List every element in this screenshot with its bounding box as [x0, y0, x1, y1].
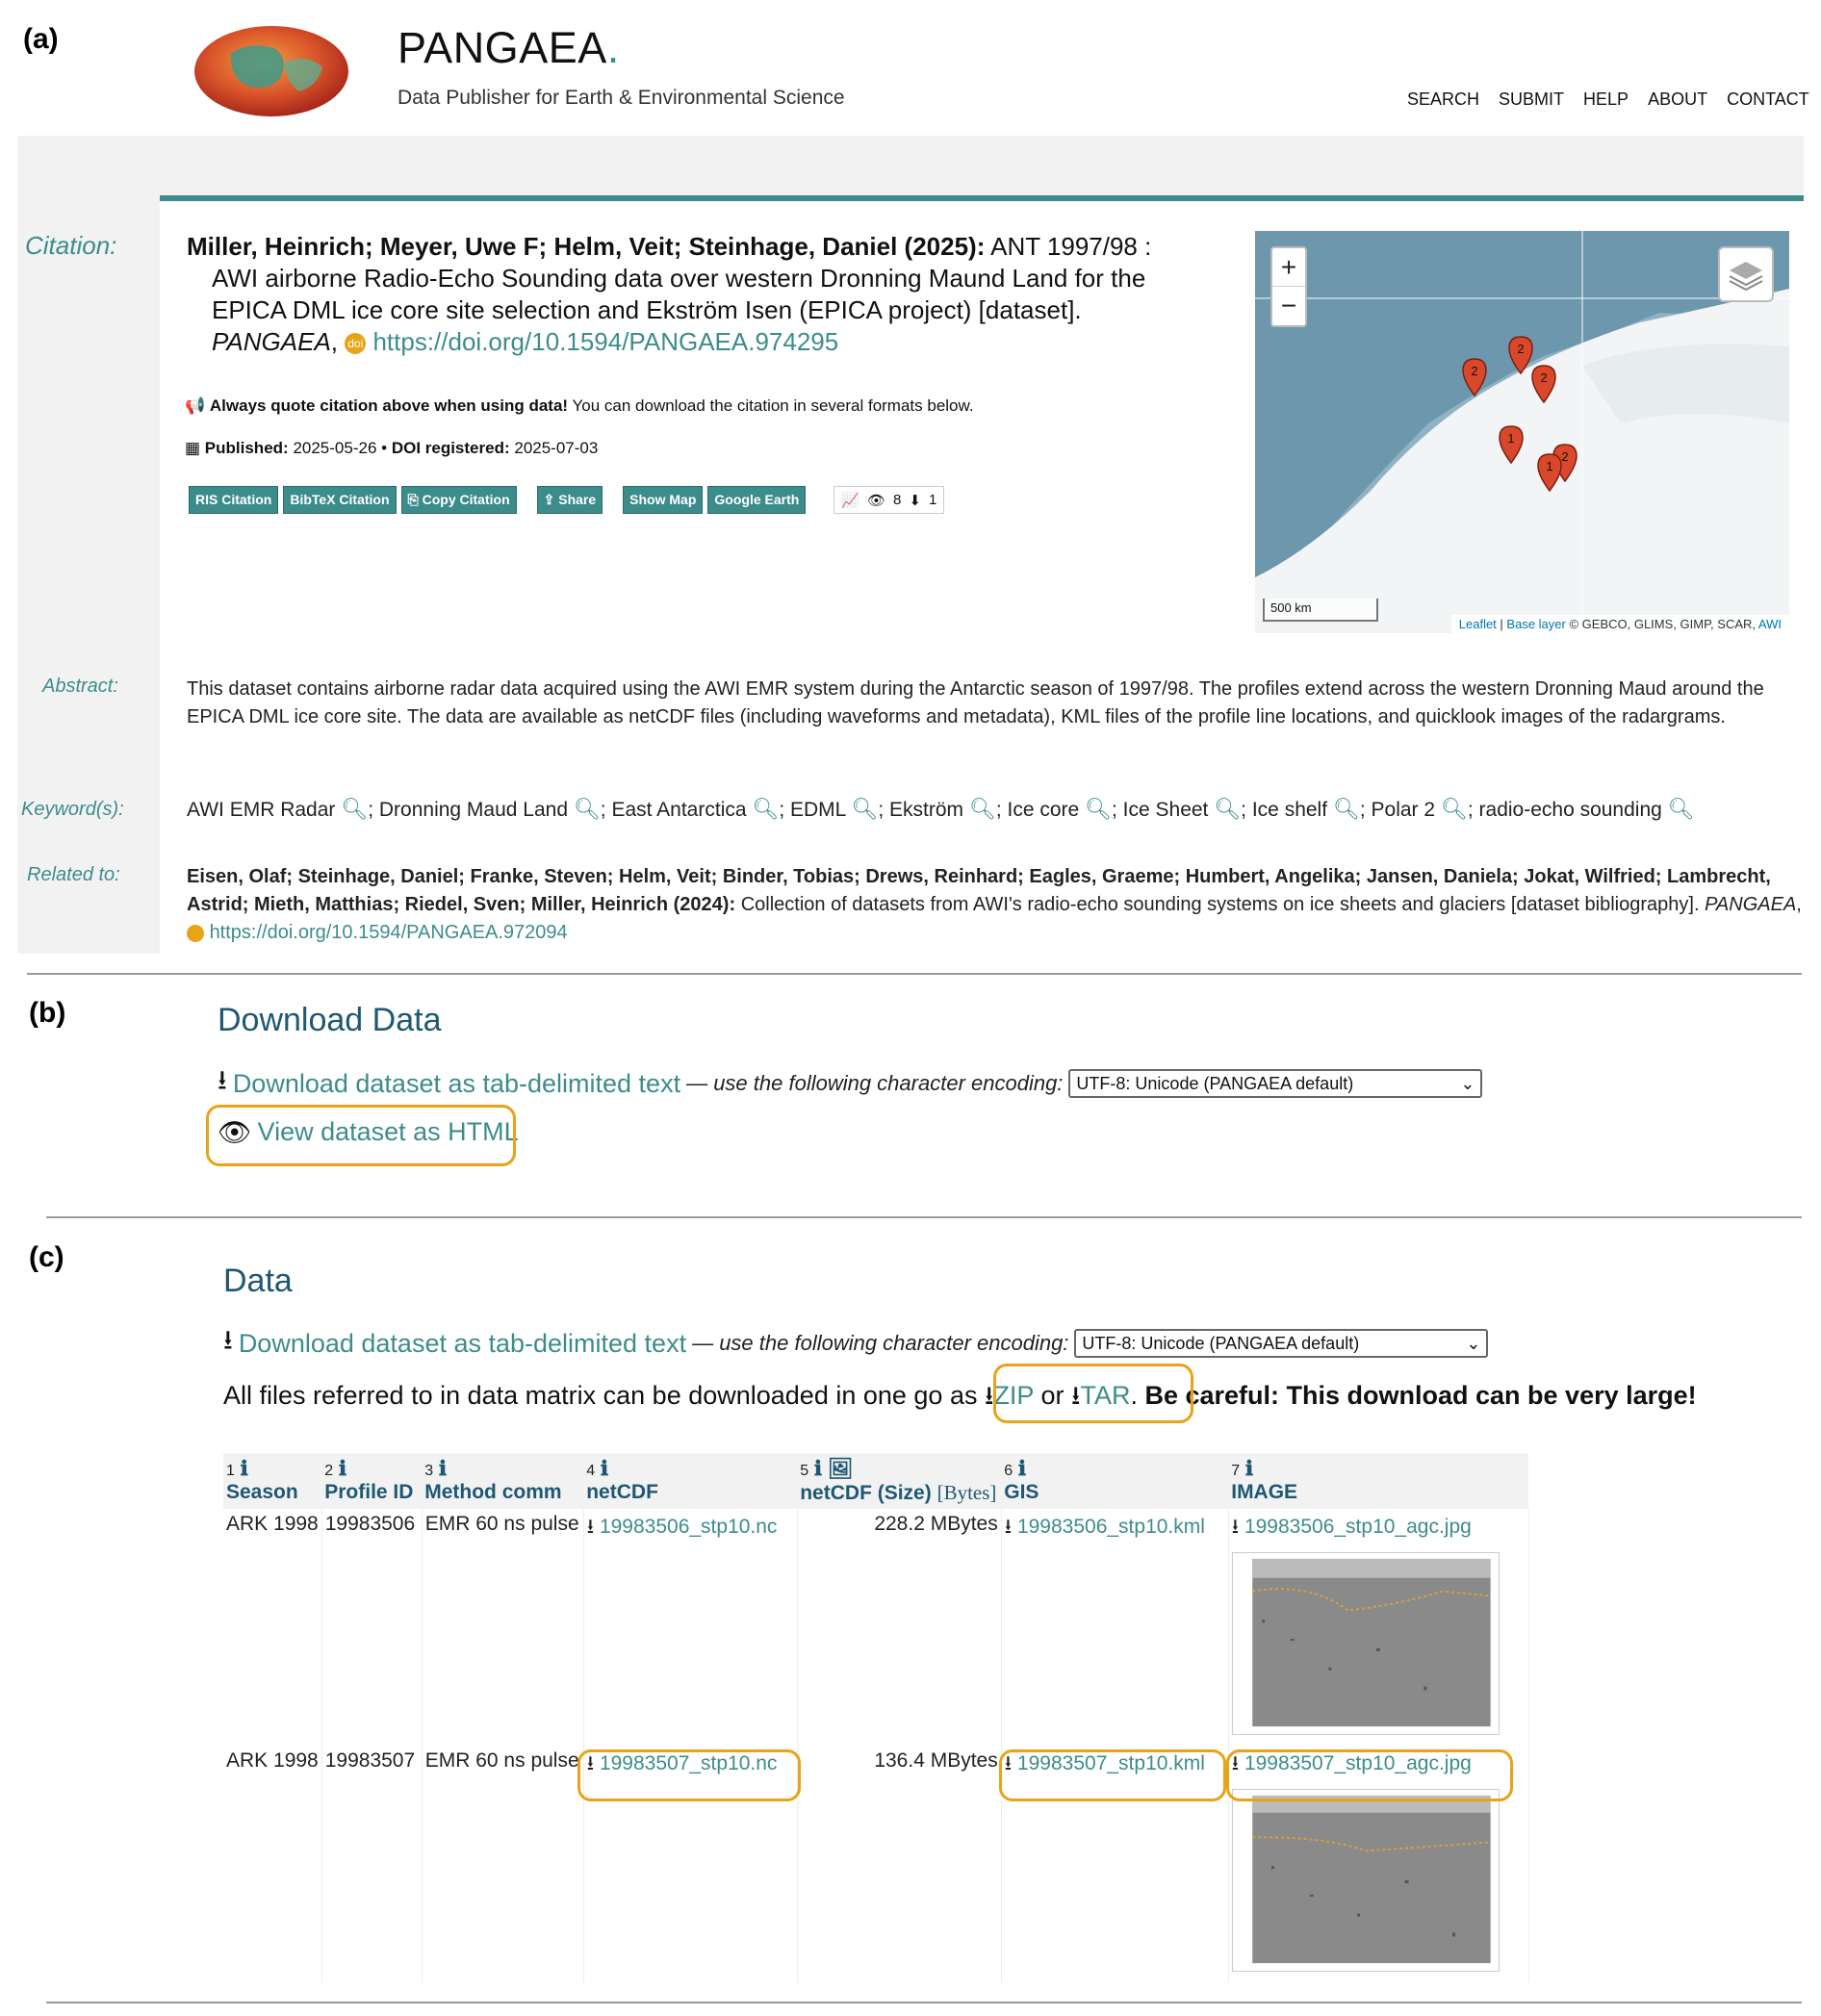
chevron-down-icon: ⌄ — [1460, 1073, 1475, 1093]
info-icon[interactable]: ℹ — [813, 1458, 822, 1480]
radargram-thumbnail[interactable] — [1232, 1546, 1526, 1741]
zip-link[interactable]: ZIP — [993, 1381, 1034, 1410]
download-tab-link[interactable]: Download dataset as tab-delimited text — [232, 1068, 681, 1098]
panel-label-c: (c) — [29, 1241, 64, 1273]
keyword: AWI EMR Radar — [187, 799, 336, 821]
stats-box[interactable] — [834, 486, 944, 514]
copy-citation-button[interactable]: ⎘ Copy Citation — [401, 486, 517, 514]
map-attribution: Leaflet | Base layer © GEBCO, GLIMS, GIMP, SCAR, AWI — [1451, 615, 1789, 633]
search-icon[interactable]: 🔍︎ — [1332, 797, 1360, 821]
zoom-in-button[interactable]: + — [1272, 248, 1305, 287]
svg-text:1: 1 — [1507, 431, 1515, 446]
map-marker[interactable] — [1538, 454, 1561, 491]
encoding-select[interactable]: UTF-8: Unicode (PANGAEA default) ⌄ — [1068, 1069, 1482, 1098]
column-header[interactable]: 7 ℹ IMAGE — [1228, 1453, 1528, 1509]
tar-link[interactable]: TAR — [1080, 1381, 1131, 1410]
megaphone-icon: 📢 — [185, 396, 206, 415]
kml-link[interactable]: 19983507_stp10.kml — [1016, 1752, 1205, 1774]
eye-icon: 👁 — [218, 1117, 252, 1147]
teal-divider — [160, 195, 1804, 201]
highlight-box — [993, 1364, 1193, 1423]
netcdf-link[interactable]: 19983506_stp10.nc — [599, 1516, 778, 1538]
map-scale: 500 km — [1263, 599, 1378, 622]
map-markers — [1255, 231, 1789, 633]
calendar-icon: ▦ — [185, 439, 201, 457]
bibtex-citation-button[interactable]: BibTeX Citation — [283, 486, 396, 514]
zoom-out-button[interactable]: − — [1280, 291, 1297, 320]
chevron-down-icon: ⌄ — [1466, 1333, 1481, 1353]
info-icon[interactable]: ℹ — [240, 1458, 248, 1480]
panel-label-a: (a) — [23, 23, 59, 55]
column-header[interactable]: 5 ℹ 🖼 netCDF (Size) [Bytes] — [797, 1453, 1001, 1509]
layers-icon[interactable] — [1718, 246, 1774, 302]
download-count-icon: ⬇ — [909, 492, 921, 509]
related-text: Eisen, Olaf; Steinhage, Daniel; Franke, Steven; Helm, Veit; Binder, Tobias; Drews, Reinhard; Eagles, Graeme; Humbert, Angelika; Jansen, Daniela; Jokat, Wilfried; Lambrecht, Astrid; Mieth, Matthias; Riedel, Sven; Miller, Heinrich (2024): Collection of datasets from AWI's radio-echo sounding systems on ice sheets and glaciers [dataset bibliography]. PANGAEA, https://doi.org/10.1594/PANGAEA.972094 — [187, 866, 1802, 943]
keyword: Ekström — [889, 799, 964, 821]
highlight-box — [1226, 1749, 1513, 1801]
download-icon: ⭳ — [218, 1065, 227, 1095]
pangaea-logo[interactable] — [192, 24, 351, 118]
keywords-list: AWI EMR Radar 🔍︎; Dronning Maud Land 🔍︎; East Antarctica 🔍︎; EDML 🔍︎; Ekström 🔍︎; Ice core 🔍︎; Ice Sheet 🔍︎; Ice shelf 🔍︎; Polar 2 🔍︎; radio-echo sounding 🔍︎ — [187, 797, 1695, 821]
table-row: ARK 1998 19983506 EMR 60 ns pulse ⭳ 19983506_stp10.nc 228.2 MBytes ⭳ 19983506_stp10.kml ⭳ 19983506_stp10_agc.jpg — [223, 1509, 1528, 1746]
column-header[interactable]: 2 ℹ Profile ID — [321, 1453, 422, 1509]
highlight-box — [206, 1105, 516, 1166]
download-icon: ⭳ — [1231, 1516, 1240, 1538]
info-icon[interactable]: ℹ — [438, 1458, 447, 1480]
abstract-text: This dataset contains airborne radar data acquired using the AWI EMR system during the Antarctic season of 1997/98. The profiles extend across the western Dronning Maud around the EPICA DML ice core site. The data are available as netCDF files (including waveforms and metadata), KML files of the profile line locations, and quicklook images of the radargrams. — [187, 678, 1764, 727]
keywords-label: Keyword(s): — [21, 799, 124, 820]
view-html-link[interactable]: View dataset as HTML — [257, 1117, 519, 1146]
views-count: 8 — [893, 492, 902, 508]
info-icon[interactable]: ℹ — [1244, 1458, 1253, 1480]
search-icon[interactable]: 🔍︎ — [1214, 797, 1242, 821]
image-icon[interactable]: 🖼 — [827, 1458, 854, 1480]
data-encoding-select[interactable]: UTF-8: Unicode (PANGAEA default) ⌄ — [1074, 1329, 1488, 1358]
citation-text: Miller, Heinrich; Meyer, Uwe F; Helm, Veit; Steinhage, Daniel (2025): ANT 1997/98 : AWI airborne Radio-Echo Sounding data over western Dronning Maund Land for the EPICA DML ice core site selection and Ekström Isen (EPICA project) [dataset]. PANGAEA, doi https://doi.org/10.1594/PANGAEA.974295 — [187, 232, 1152, 356]
image-link[interactable]: 19983506_stp10_agc.jpg — [1244, 1516, 1472, 1538]
search-icon[interactable]: 🔍︎ — [851, 797, 879, 821]
search-icon[interactable]: 🔍︎ — [1667, 797, 1695, 821]
citation-label: Citation: — [25, 231, 117, 260]
keyword: Dronning Maud Land — [378, 799, 569, 821]
radargram-thumbnail[interactable] — [1232, 1783, 1526, 1978]
svg-text:2: 2 — [1517, 342, 1525, 356]
awi-link[interactable]: AWI — [1757, 617, 1782, 631]
svg-text:2: 2 — [1561, 449, 1569, 464]
published-info: ▦ Published: 2025-05-26 • DOI registered: 2025-07-03 — [185, 439, 599, 457]
image-link[interactable]: 19983507_stp10_agc.jpg — [1244, 1752, 1472, 1774]
info-icon[interactable]: ℹ — [338, 1458, 346, 1480]
data-table — [223, 1453, 1529, 1982]
nav-help[interactable]: HELP — [1583, 89, 1629, 109]
download-icon: ⭳ — [1004, 1516, 1013, 1538]
divider — [46, 2002, 1802, 2003]
doi-icon — [187, 925, 204, 942]
svg-text:1: 1 — [1546, 459, 1553, 473]
map-marker[interactable] — [1500, 426, 1523, 463]
abstract-label: Abstract: — [42, 676, 118, 697]
column-header[interactable]: 1 ℹ Season — [223, 1453, 321, 1509]
show-map-button[interactable]: Show Map — [623, 486, 703, 514]
download-icon: ⭳ — [586, 1752, 595, 1774]
search-icon[interactable]: 🔍︎ — [1440, 797, 1468, 821]
nav-contact[interactable]: CONTACT — [1727, 89, 1809, 109]
keyword: radio-echo sounding — [1478, 799, 1662, 821]
keyword: Ice core — [1007, 799, 1080, 821]
brand-tagline: Data Publisher for Earth & Environmental Science — [398, 87, 845, 109]
nav-search[interactable]: SEARCH — [1407, 89, 1480, 109]
highlight-box — [999, 1749, 1226, 1801]
table-row: ARK 1998 19983507 EMR 60 ns pulse ⭳ 19983507_stp10.nc 136.4 MBytes ⭳ 19983507_stp10.kml ⭳ 19983507_stp10_agc.jpg — [223, 1746, 1528, 1982]
highlight-box — [577, 1749, 801, 1801]
search-icon[interactable]: 🔍︎ — [341, 797, 369, 821]
svg-text:2: 2 — [1540, 370, 1548, 385]
nav-submit[interactable]: SUBMIT — [1499, 89, 1565, 109]
download-icon: ⭳ — [223, 1325, 233, 1355]
base-layer-link[interactable]: Base layer — [1506, 617, 1566, 631]
data-title: Data — [223, 1263, 293, 1299]
location-map[interactable] — [1255, 231, 1789, 633]
download-data-title: Download Data — [218, 1002, 442, 1038]
info-icon[interactable]: ℹ — [1017, 1458, 1026, 1480]
map-marker[interactable] — [1509, 337, 1532, 373]
share-button[interactable]: ⇪ Share — [537, 486, 603, 514]
netcdf-link[interactable]: 19983507_stp10.nc — [599, 1752, 778, 1774]
download-warning: Be careful: This download can be very large! — [1144, 1381, 1697, 1410]
search-icon[interactable]: 🔍︎ — [573, 797, 601, 821]
column-header[interactable]: 6 ℹ GIS — [1001, 1453, 1228, 1509]
kml-link[interactable]: 19983506_stp10.kml — [1016, 1516, 1205, 1538]
keyword: Polar 2 — [1371, 799, 1436, 821]
column-header[interactable]: 3 ℹ Method comm — [422, 1453, 583, 1509]
nav-about[interactable]: ABOUT — [1648, 89, 1708, 109]
search-icon[interactable]: 🔍︎ — [1085, 797, 1112, 821]
google-earth-button[interactable]: Google Earth — [707, 486, 806, 514]
related-doi-link[interactable]: https://doi.org/10.1594/PANGAEA.972094 — [209, 922, 568, 943]
related-label: Related to: — [27, 864, 120, 885]
citation-note: 📢 Always quote citation above when using data! You can download the citation in several formats below. — [185, 396, 974, 415]
doi-icon: doi — [345, 333, 366, 354]
map-marker[interactable] — [1463, 359, 1486, 396]
download-icon: ⭳ — [1004, 1752, 1013, 1774]
search-icon[interactable]: 🔍︎ — [752, 797, 780, 821]
keyword: Ice Sheet — [1122, 799, 1209, 821]
views-icon: 👁 — [867, 492, 886, 509]
keyword: East Antarctica — [611, 799, 747, 821]
download-icon: ⭳ — [984, 1381, 994, 1410]
download-icon: ⭳ — [1231, 1752, 1240, 1774]
info-icon[interactable]: ℹ — [600, 1458, 608, 1480]
download-row: ⭳ Download dataset as tab-delimited text — use the following character encoding: UTF-8: Unicode (PANGAEA default) ⌄ — [218, 1060, 1482, 1107]
data-download-tab-link[interactable]: Download dataset as tab-delimited text — [238, 1328, 687, 1358]
brand-name[interactable]: PANGAEA. — [398, 23, 620, 72]
map-zoom-controls — [1270, 246, 1307, 327]
keyword: EDML — [790, 799, 846, 821]
ris-citation-button[interactable]: RIS Citation — [189, 486, 278, 514]
download-icon: ⭳ — [586, 1516, 595, 1538]
leaflet-link[interactable]: Leaflet — [1458, 617, 1497, 631]
keyword: Ice shelf — [1251, 799, 1328, 821]
panel-label-b: (b) — [29, 997, 66, 1029]
divider — [27, 973, 1802, 975]
top-nav — [1407, 89, 1809, 110]
map-marker[interactable] — [1532, 366, 1555, 402]
data-download-row: ⭳ Download dataset as tab-delimited text — use the following character encoding: UTF-8: Unicode (PANGAEA default) ⌄ — [223, 1320, 1488, 1366]
column-header[interactable]: 4 ℹ netCDF — [583, 1453, 797, 1509]
downloads-count: 1 — [928, 492, 937, 508]
chart-icon: 📈 — [841, 492, 859, 509]
download-icon: ⭳ — [1071, 1381, 1081, 1410]
citation-buttons — [189, 486, 944, 514]
citation-doi-link[interactable]: https://doi.org/10.1594/PANGAEA.974295 — [372, 327, 839, 356]
citation-authors: Miller, Heinrich; Meyer, Uwe F; Helm, Veit; Steinhage, Daniel (2025): — [187, 232, 986, 261]
divider — [46, 1216, 1802, 1218]
svg-text:2: 2 — [1471, 364, 1478, 378]
all-files-line: All files referred to in data matrix can be downloaded in one go as ⭳ZIP or ⭳TAR. Be careful: This download can be very large! — [223, 1381, 1697, 1410]
search-icon[interactable]: 🔍︎ — [968, 797, 996, 821]
